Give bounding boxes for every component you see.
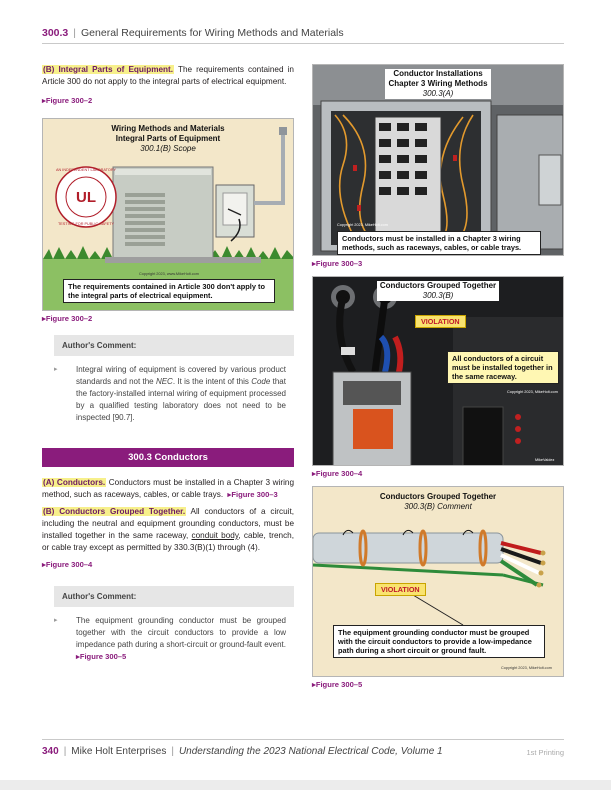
violation-label: VIOLATION — [415, 315, 466, 328]
viewer-bottom-band — [0, 780, 611, 790]
figure-callout: The requirements contained in Article 300 don't apply to the integral parts of electrical equipment. — [63, 279, 275, 303]
figure-title-line: Conductors Grouped Together — [379, 281, 497, 290]
figure-arrow-icon: ▸ — [225, 490, 232, 499]
paragraph-text: Conductors must be installed in a Chapter 3 wiring method, such as raceways, cables, or cable trays. — [42, 478, 294, 499]
bullet-arrow-icon: ▸ — [54, 617, 58, 624]
section-heading-bar: 300.3 Conductors — [42, 448, 294, 467]
running-footer — [42, 746, 564, 757]
footer-separator: | — [171, 746, 174, 757]
figure-300-5 — [312, 486, 564, 677]
figure-title — [313, 281, 563, 301]
comment-text-part: Integral wiring of equipment is covered by various product standards and not the — [76, 365, 286, 386]
figure-300-2 — [42, 118, 294, 311]
figure-arrow-icon: ▸ — [312, 680, 316, 689]
authors-comment-box — [54, 335, 294, 424]
paragraph-label: (A) Conductors. — [43, 478, 106, 487]
paragraph-integral-parts — [42, 64, 294, 88]
figure-callout: All conductors of a circuit must be installed together in the same raceway. — [447, 351, 559, 384]
footer-separator: | — [63, 746, 67, 757]
header-separator: | — [73, 27, 77, 39]
printing-label: 1st Printing — [526, 748, 564, 757]
bullet-arrow-icon: ▸ — [54, 366, 58, 373]
header-rule — [42, 43, 564, 44]
paragraph-grouped — [42, 506, 294, 554]
figure-caption-text: Figure 300–3 — [315, 259, 363, 268]
figure-reference-link[interactable]: Figure 300–4 — [45, 560, 93, 569]
comment-text-part: that the factory-installed internal wiring of equipment processed by a qualified testing laboratory does not need to be inspected [90.7]. — [76, 377, 286, 422]
comment-text-nec: NEC — [155, 377, 173, 386]
figure-reference-link[interactable]: Figure 300–3 — [231, 490, 278, 499]
paragraph-underlined-text: conduit body — [191, 531, 239, 540]
authors-comment-box — [54, 586, 294, 663]
figure-title-line: Chapter 3 Wiring Methods — [388, 79, 488, 88]
figure-title-line: Integral Parts of Equipment — [115, 134, 221, 143]
figure-title-ref: 300.3(B) Comment — [404, 502, 472, 511]
figure-arrow-icon: ▸ — [312, 469, 316, 478]
figure-copyright: Copyright 2023, MikeHolt.com — [337, 223, 388, 227]
figure-callout: The equipment grounding conductor must be grouped with the circuit conductors to provide a low-impedance path during a short circuit or ground fault. — [333, 625, 545, 658]
figure-reference-link[interactable]: Figure 300–5 — [79, 652, 127, 661]
figure-caption — [42, 314, 294, 323]
ul-logo-text: UL — [76, 189, 96, 206]
authors-comment-text — [66, 615, 286, 663]
figure-caption — [312, 469, 564, 478]
figure-arrow-icon: ▸ — [312, 259, 316, 268]
figure-arrow-icon: ▸ — [42, 560, 46, 569]
figure-callout: Conductors must be installed in a Chapter 3 wiring methods, such as raceways, cables, or cable trays. — [337, 231, 541, 255]
figure-title-box — [377, 281, 499, 301]
figure-arrow-icon: ▸ — [42, 96, 46, 105]
figure-title-line: Conductor Installations — [393, 69, 483, 78]
comment-text-part: The equipment grounding conductor must be grouped together with the circuit conductors to provide a low impedance path during a short-circuit or ground-fault event. — [76, 616, 286, 649]
figure-copyright: Copyright 2023, www.MikeHolt.com — [139, 272, 199, 276]
figure-caption — [312, 680, 564, 689]
figure-copyright: Copyright 2023, MikeHolt.com — [501, 666, 552, 670]
figure-arrow-icon: ▸ — [76, 652, 80, 661]
figure-caption-text: Figure 300–5 — [315, 680, 363, 689]
figure-title-line: Conductors Grouped Together — [379, 492, 497, 501]
figure-title-ref: 300.1(B) Scope — [140, 144, 196, 153]
figure-300-3 — [312, 64, 564, 256]
figure-caption — [312, 259, 564, 268]
authors-comment-body — [54, 356, 294, 424]
paragraph-text: All conductors of a circuit, including the neutral and equipment grounding conductors, must be installed together in the same raceway, — [42, 507, 295, 540]
figure-arrow-icon: ▸ — [42, 314, 46, 323]
paragraph-conductors — [42, 477, 294, 501]
figure-300-4 — [312, 276, 564, 466]
header-section-number: 300.3 — [42, 27, 69, 39]
paragraph-text: , cable, trench, or cable tray except as permitted by 330.3(B)(1) through (4). — [42, 531, 295, 552]
publisher-name: Mike Holt Enterprises — [71, 746, 167, 757]
page-number: 340 — [42, 746, 59, 757]
figure-title-box — [385, 69, 490, 99]
running-header — [42, 27, 564, 43]
paragraph-text: The requirements contained in Article 300 do not apply to the integral parts of electrical equipment. — [42, 65, 294, 86]
authors-comment-heading: Author's Comment: — [54, 586, 294, 607]
figure-title-ref: 300.3(A) — [422, 89, 454, 98]
figure-reference-link[interactable]: Figure 300–2 — [45, 96, 93, 105]
authors-comment-body — [54, 607, 294, 663]
figure-title-ref: 300.3(B) — [422, 291, 454, 300]
paragraph-label: (B) Integral Parts of Equipment. — [43, 65, 174, 74]
figure-caption-text: Figure 300–4 — [315, 469, 363, 478]
figure-title-line: Wiring Methods and Materials — [111, 124, 225, 133]
authors-comment-text — [66, 364, 286, 424]
book-title: Understanding the 2023 National Electrical Code, Volume 1 — [178, 746, 443, 757]
footer-rule — [42, 739, 564, 740]
photo-credit: MikeValdez — [535, 458, 555, 462]
figure-caption-text: Figure 300–2 — [45, 314, 93, 323]
ul-seal-ring-top: AN INDEPENDENT LABORATORY — [55, 168, 117, 172]
figure-title — [313, 69, 563, 99]
comment-text-part: . It is the intent of this — [172, 377, 252, 386]
comment-text-code: Code — [251, 377, 271, 386]
authors-comment-heading: Author's Comment: — [54, 335, 294, 356]
violation-label: VIOLATION — [375, 583, 426, 596]
figure-copyright: Copyright 2023, MikeHolt.com — [507, 390, 558, 394]
right-column — [312, 64, 564, 689]
ul-seal-ring-bottom: TESTING FOR PUBLIC SAFETY — [57, 222, 115, 226]
paragraph-label: (B) Conductors Grouped Together. — [43, 507, 186, 516]
left-column — [42, 64, 294, 663]
header-title: General Requirements for Wiring Methods and Materials — [81, 27, 344, 39]
